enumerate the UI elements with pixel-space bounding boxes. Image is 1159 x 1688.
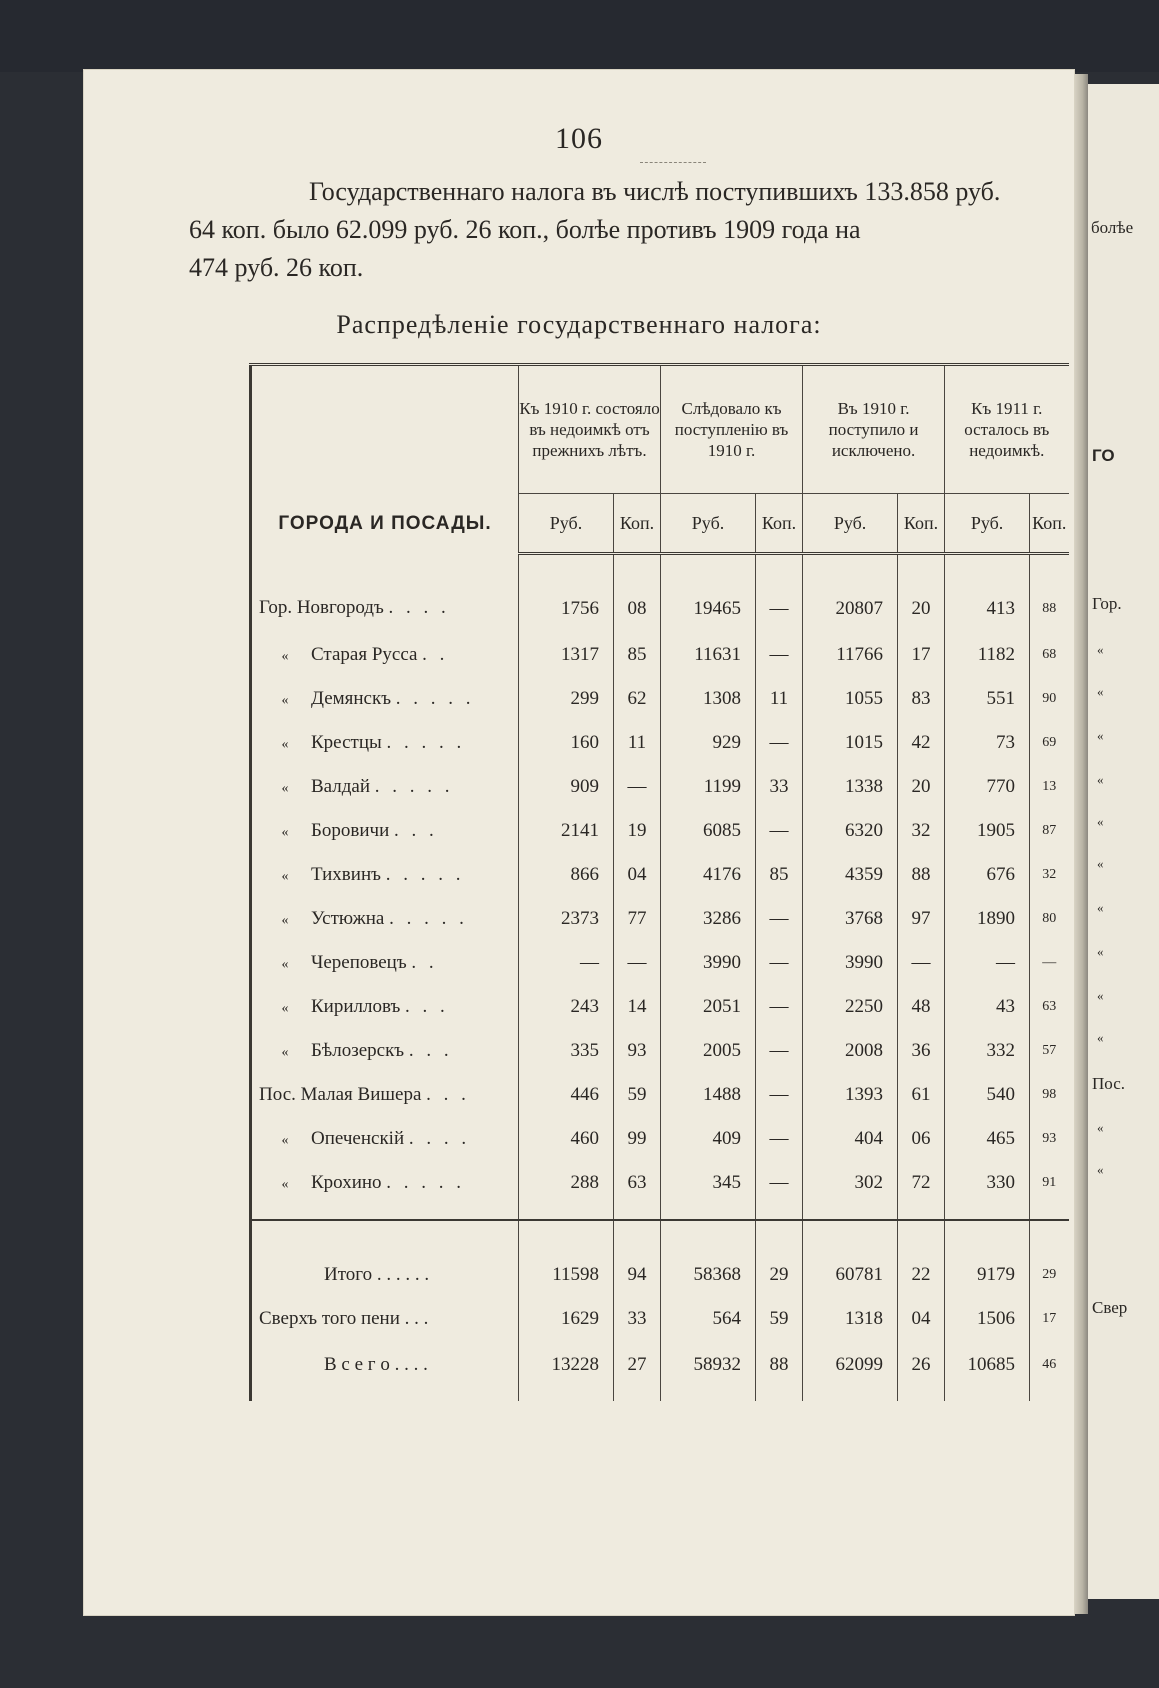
value-cell: 330 — [945, 1161, 1030, 1220]
value-cell: 1488 — [661, 1073, 756, 1117]
city-name: Валдай — [311, 776, 371, 797]
value-cell: 1393 — [803, 1073, 898, 1117]
value-cell: 60781 — [803, 1220, 898, 1297]
value-cell: 3990 — [661, 941, 756, 985]
total-label: Сверхъ того пени . . . — [251, 1297, 519, 1341]
value-cell: 1905 — [945, 809, 1030, 853]
table-row — [251, 897, 1069, 941]
value-cell: 88 — [1030, 554, 1069, 634]
value-cell: 540 — [945, 1073, 1030, 1117]
value-cell: 88 — [756, 1341, 803, 1401]
value-cell: 9179 — [945, 1220, 1030, 1297]
value-cell: 11598 — [519, 1220, 614, 1297]
table-title: Распредѣленіе государственнаго налога: — [336, 310, 822, 339]
value-cell: 460 — [519, 1117, 614, 1161]
city-cell — [251, 853, 519, 897]
value-cell: 446 — [519, 1073, 614, 1117]
table-row — [251, 1073, 1069, 1117]
total-label: Итого . . . . . . — [251, 1220, 519, 1297]
value-cell: 1308 — [661, 677, 756, 721]
city-cell — [251, 1029, 519, 1073]
value-cell: — — [756, 1161, 803, 1220]
leader-dots: . . . — [426, 1084, 470, 1105]
total-row — [251, 1341, 1069, 1401]
city-prefix: « — [281, 1001, 289, 1016]
intro-line: 64 коп. было 62.099 руб. 26 коп., болѣе противъ 1909 года на — [189, 215, 861, 244]
table-row — [251, 633, 1069, 677]
value-cell: 1182 — [945, 633, 1030, 677]
value-cell: 04 — [614, 853, 661, 897]
value-cell: 85 — [756, 853, 803, 897]
next-page-word: « — [1097, 1030, 1104, 1045]
leader-dots: . . . . . — [395, 688, 475, 709]
city-prefix: « — [281, 737, 289, 752]
value-cell: 87 — [1030, 809, 1069, 853]
value-cell: 63 — [614, 1161, 661, 1220]
next-page-word: « — [1097, 684, 1104, 699]
value-cell: — — [756, 809, 803, 853]
value-cell: 83 — [898, 677, 945, 721]
city-cell — [251, 897, 519, 941]
city-cell — [251, 721, 519, 765]
value-cell: 332 — [945, 1029, 1030, 1073]
intro-line: Государственнаго налога въ числѣ поступившихъ 133.858 руб. — [309, 177, 1001, 206]
value-cell: — — [756, 985, 803, 1029]
value-cell: 91 — [1030, 1161, 1069, 1220]
value-cell: 13228 — [519, 1341, 614, 1401]
value-cell: 22 — [898, 1220, 945, 1297]
value-cell: 68 — [1030, 633, 1069, 677]
value-cell: — — [756, 1117, 803, 1161]
next-page-word: « — [1097, 728, 1104, 743]
value-cell: 413 — [945, 554, 1030, 634]
value-cell: 10685 — [945, 1341, 1030, 1401]
page-number: 106 — [555, 122, 603, 155]
sub-header-kop: Коп. — [898, 494, 945, 554]
city-name: Демянскъ — [311, 688, 392, 709]
city-prefix: « — [281, 957, 289, 972]
value-cell: 2051 — [661, 985, 756, 1029]
value-cell: — — [756, 941, 803, 985]
city-prefix: « — [281, 693, 289, 708]
value-cell: 32 — [1030, 853, 1069, 897]
group-header-arrears-1910: Къ 1910 г. состояло въ недоимкѣ отъ прежнихъ лѣтъ. — [519, 365, 661, 494]
value-cell: 160 — [519, 721, 614, 765]
value-cell: 302 — [803, 1161, 898, 1220]
city-name: Тихвинъ — [311, 864, 381, 885]
city-name: Малая Вишера — [300, 1084, 422, 1105]
value-cell: 80 — [1030, 897, 1069, 941]
city-prefix: Пос. — [259, 1084, 296, 1105]
leader-dots: . . . . . — [374, 776, 454, 797]
value-cell: 32 — [898, 809, 945, 853]
value-cell: 62099 — [803, 1341, 898, 1401]
city-name: Бѣлозерскъ — [311, 1040, 405, 1061]
value-cell: — — [945, 941, 1030, 985]
leader-dots: . . . . — [408, 1128, 471, 1149]
group-header-received-1910: Въ 1910 г. поступило и исключено. — [803, 365, 945, 494]
city-cell — [251, 633, 519, 677]
total-row — [251, 1297, 1069, 1341]
value-cell: 57 — [1030, 1029, 1069, 1073]
table-row — [251, 1117, 1069, 1161]
value-cell: 36 — [898, 1029, 945, 1073]
value-cell: 59 — [756, 1297, 803, 1341]
city-cell — [251, 941, 519, 985]
table-row — [251, 1029, 1069, 1073]
table-row — [251, 809, 1069, 853]
city-column-header: ГОРОДА И ПОСАДЫ. — [251, 365, 519, 554]
total-row — [251, 1220, 1069, 1297]
value-cell: 6320 — [803, 809, 898, 853]
value-cell: 676 — [945, 853, 1030, 897]
value-cell: 33 — [756, 765, 803, 809]
city-cell — [251, 1117, 519, 1161]
value-cell: 770 — [945, 765, 1030, 809]
value-cell: 63 — [1030, 985, 1069, 1029]
value-cell: 20 — [898, 765, 945, 809]
value-cell: 98 — [1030, 1073, 1069, 1117]
value-cell: 59 — [614, 1073, 661, 1117]
value-cell: 97 — [898, 897, 945, 941]
value-cell: 465 — [945, 1117, 1030, 1161]
value-cell: — — [898, 941, 945, 985]
city-prefix: « — [281, 913, 289, 928]
value-cell: 3990 — [803, 941, 898, 985]
value-cell: 58368 — [661, 1220, 756, 1297]
city-prefix: « — [281, 781, 289, 796]
group-header-arrears-1911: Къ 1911 г. осталось въ недоимкѣ. — [945, 365, 1069, 494]
city-prefix: « — [281, 869, 289, 884]
city-cell — [251, 1161, 519, 1220]
value-cell: 93 — [1030, 1117, 1069, 1161]
value-cell: 4359 — [803, 853, 898, 897]
next-page-word: Гор. — [1092, 594, 1122, 613]
city-prefix: « — [281, 1177, 289, 1192]
next-page-word: « — [1097, 814, 1104, 829]
value-cell: 11631 — [661, 633, 756, 677]
value-cell: 1055 — [803, 677, 898, 721]
table-row — [251, 677, 1069, 721]
value-cell: — — [756, 1073, 803, 1117]
value-cell: 62 — [614, 677, 661, 721]
value-cell: 69 — [1030, 721, 1069, 765]
group-header-due-1910: Слѣдовало къ поступленію въ 1910 г. — [661, 365, 803, 494]
value-cell: — — [756, 897, 803, 941]
city-name: Крохино — [311, 1172, 382, 1193]
value-cell: 1199 — [661, 765, 756, 809]
table-row — [251, 554, 1069, 634]
leader-dots: . . . . . — [386, 732, 466, 753]
value-cell: 3768 — [803, 897, 898, 941]
next-page-word: « — [1097, 1162, 1104, 1177]
city-name: Устюжна — [311, 908, 385, 929]
value-cell: — — [756, 554, 803, 634]
next-page-word: Свер — [1092, 1298, 1128, 1317]
city-cell — [251, 677, 519, 721]
value-cell: 72 — [898, 1161, 945, 1220]
value-cell: 288 — [519, 1161, 614, 1220]
value-cell: 1756 — [519, 554, 614, 634]
value-cell: 335 — [519, 1029, 614, 1073]
next-page-fragment — [1088, 84, 1159, 1599]
value-cell: 99 — [614, 1117, 661, 1161]
value-cell: 404 — [803, 1117, 898, 1161]
city-cell — [251, 554, 519, 634]
value-cell: 61 — [898, 1073, 945, 1117]
leader-dots: . . . . — [388, 597, 450, 619]
city-prefix: « — [281, 649, 289, 664]
value-cell: 2005 — [661, 1029, 756, 1073]
value-cell: — — [1030, 941, 1069, 985]
value-cell: 2373 — [519, 897, 614, 941]
value-cell: 48 — [898, 985, 945, 1029]
value-cell: 33 — [614, 1297, 661, 1341]
leader-dots: . . . — [408, 1040, 453, 1061]
value-cell: 58932 — [661, 1341, 756, 1401]
sub-header-rub: Руб. — [803, 494, 898, 554]
city-cell — [251, 765, 519, 809]
next-page-word: « — [1097, 642, 1104, 657]
value-cell: 1338 — [803, 765, 898, 809]
table-row — [251, 721, 1069, 765]
next-page-word: ГО — [1092, 446, 1115, 465]
value-cell: 345 — [661, 1161, 756, 1220]
value-cell: 2008 — [803, 1029, 898, 1073]
value-cell: — — [614, 941, 661, 985]
value-cell: 1506 — [945, 1297, 1030, 1341]
city-prefix: « — [281, 825, 289, 840]
next-page-word: Пос. — [1092, 1074, 1125, 1093]
page-edge — [1074, 74, 1088, 1614]
sub-header-kop: Коп. — [614, 494, 661, 554]
value-cell: 19 — [614, 809, 661, 853]
value-cell: 77 — [614, 897, 661, 941]
city-prefix: Гор. — [259, 597, 293, 619]
value-cell: 929 — [661, 721, 756, 765]
value-cell: 1629 — [519, 1297, 614, 1341]
value-cell: 1318 — [803, 1297, 898, 1341]
leader-dots: . . . . . — [385, 864, 465, 885]
value-cell: 46 — [1030, 1341, 1069, 1401]
value-cell: — — [756, 1029, 803, 1073]
sub-header-kop: Коп. — [1030, 494, 1069, 554]
total-label: В с е г о . . . . — [251, 1341, 519, 1401]
leader-dots: . . . — [394, 820, 438, 841]
value-cell: 14 — [614, 985, 661, 1029]
next-page-word: « — [1097, 944, 1104, 959]
value-cell: — — [756, 633, 803, 677]
value-cell: 85 — [614, 633, 661, 677]
value-cell: 909 — [519, 765, 614, 809]
value-cell: 88 — [898, 853, 945, 897]
value-cell: 1015 — [803, 721, 898, 765]
value-cell: 6085 — [661, 809, 756, 853]
value-cell: 1317 — [519, 633, 614, 677]
value-cell: 94 — [614, 1220, 661, 1297]
next-page-word: « — [1097, 856, 1104, 871]
value-cell: 93 — [614, 1029, 661, 1073]
value-cell: 13 — [1030, 765, 1069, 809]
sub-header-rub: Руб. — [519, 494, 614, 554]
leader-dots: . . . . . — [389, 908, 468, 929]
city-name: Кирилловъ — [311, 996, 401, 1017]
next-page-word: « — [1097, 1120, 1104, 1135]
document-page — [84, 70, 1074, 1615]
value-cell: 243 — [519, 985, 614, 1029]
value-cell: 20 — [898, 554, 945, 634]
value-cell: 26 — [898, 1341, 945, 1401]
city-prefix: « — [281, 1133, 289, 1148]
page-number-ornament — [640, 162, 706, 169]
value-cell: 29 — [756, 1220, 803, 1297]
leader-dots: . . — [422, 644, 449, 665]
value-cell: — — [519, 941, 614, 985]
table-row — [251, 1161, 1069, 1220]
table-row — [251, 853, 1069, 897]
value-cell: 73 — [945, 721, 1030, 765]
next-page-word: « — [1097, 772, 1104, 787]
value-cell: 04 — [898, 1297, 945, 1341]
next-page-word: « — [1097, 900, 1104, 915]
value-cell: 866 — [519, 853, 614, 897]
value-cell: 06 — [898, 1117, 945, 1161]
sub-header-rub: Руб. — [945, 494, 1030, 554]
sub-header-rub: Руб. — [661, 494, 756, 554]
value-cell: — — [756, 721, 803, 765]
leader-dots: . . — [411, 952, 438, 973]
city-cell — [251, 1073, 519, 1117]
city-name: Череповецъ — [311, 952, 407, 973]
sub-header-kop: Коп. — [756, 494, 803, 554]
value-cell: 4176 — [661, 853, 756, 897]
value-cell: 17 — [898, 633, 945, 677]
city-prefix: « — [281, 1045, 289, 1060]
value-cell: 409 — [661, 1117, 756, 1161]
city-name: Старая Русса — [311, 644, 418, 665]
value-cell: 11766 — [803, 633, 898, 677]
scanner-backdrop — [0, 0, 1159, 72]
value-cell: 17 — [1030, 1297, 1069, 1341]
intro-line: 474 руб. 26 коп. — [189, 253, 364, 282]
value-cell: 299 — [519, 677, 614, 721]
value-cell: 2141 — [519, 809, 614, 853]
table-row — [251, 985, 1069, 1029]
value-cell: 29 — [1030, 1220, 1069, 1297]
city-cell — [251, 985, 519, 1029]
next-page-word: « — [1097, 988, 1104, 1003]
city-name: Крестцы — [311, 732, 382, 753]
leader-dots: . . . — [405, 996, 449, 1017]
table-row — [251, 941, 1069, 985]
value-cell: 1890 — [945, 897, 1030, 941]
value-cell: 2250 — [803, 985, 898, 1029]
value-cell: 20807 — [803, 554, 898, 634]
value-cell: 42 — [898, 721, 945, 765]
value-cell: 3286 — [661, 897, 756, 941]
value-cell: 564 — [661, 1297, 756, 1341]
city-name: Боровичи — [311, 820, 390, 841]
intro-paragraph — [189, 173, 1049, 287]
city-cell — [251, 809, 519, 853]
value-cell: 08 — [614, 554, 661, 634]
leader-dots: . . . . . — [386, 1172, 466, 1193]
city-name: Опеченскій — [311, 1128, 405, 1149]
table-row — [251, 765, 1069, 809]
value-cell: — — [614, 765, 661, 809]
value-cell: 90 — [1030, 677, 1069, 721]
value-cell: 43 — [945, 985, 1030, 1029]
next-page-word: болѣе — [1091, 218, 1134, 237]
tax-distribution-table — [249, 363, 1069, 1401]
value-cell: 11 — [614, 721, 661, 765]
value-cell: 27 — [614, 1341, 661, 1401]
value-cell: 551 — [945, 677, 1030, 721]
value-cell: 11 — [756, 677, 803, 721]
value-cell: 19465 — [661, 554, 756, 634]
city-name: Новгородъ — [296, 597, 384, 619]
